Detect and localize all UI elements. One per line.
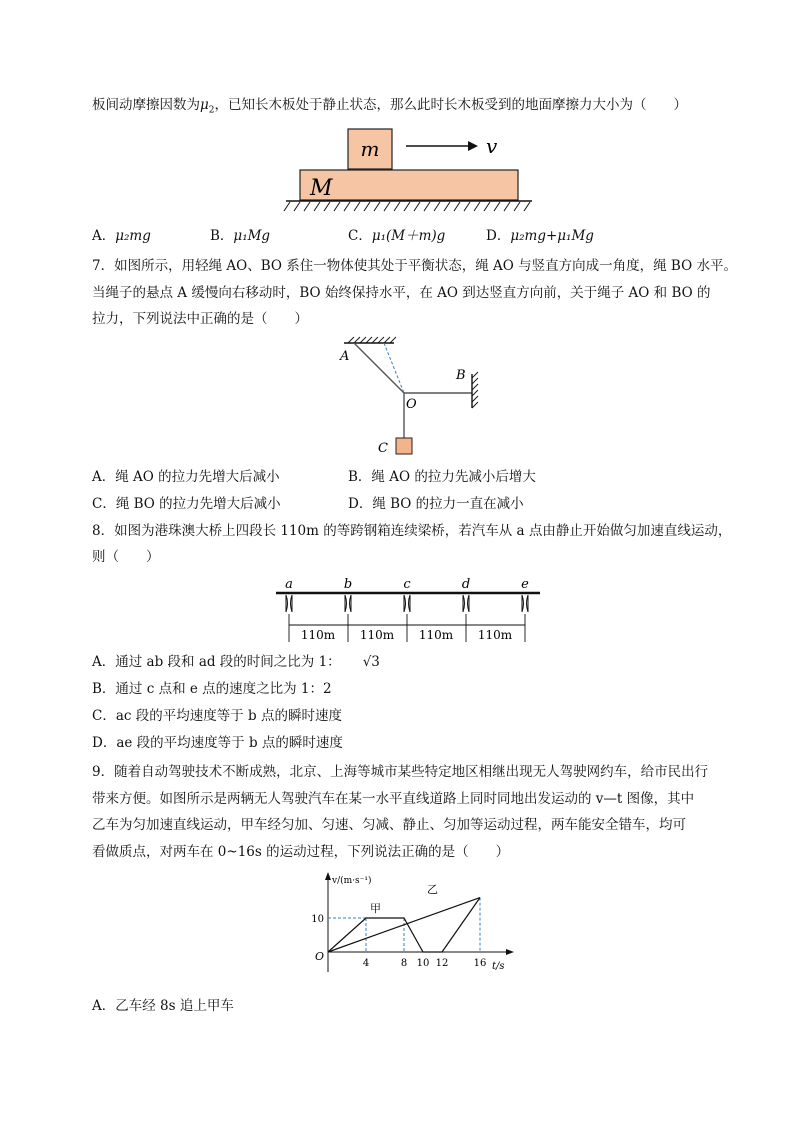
x-tick-label-12: 12 bbox=[435, 958, 449, 969]
q9-stem-line-2: 带来方便。如图所示是两辆无人驾驶汽车在某一水平直线道路上同时同地出发运动的 v—t 图像，其中 bbox=[92, 791, 695, 807]
x-tick-label-16: 16 bbox=[473, 958, 487, 969]
q7-option-a[interactable]: A．绳 AO 的拉力先增大后减小 bbox=[92, 469, 280, 485]
q7-rope-figure bbox=[330, 336, 490, 462]
q7-stem-line-1: 7．如图所示，用轻绳 AO、BO 系住一物体使其处于平衡状态，绳 AO 与竖直方向成一角度，绳 BO 水平。 bbox=[92, 258, 737, 274]
pier-b bbox=[345, 595, 351, 612]
label-O: O bbox=[406, 397, 417, 412]
label-M: M bbox=[310, 176, 333, 201]
y-tick-label-10: 10 bbox=[311, 914, 324, 925]
q8-stem-line-2: 则（ ） bbox=[92, 549, 160, 565]
ground-hatch bbox=[284, 202, 530, 211]
point-d: d bbox=[461, 577, 471, 592]
point-e: e bbox=[521, 577, 529, 592]
origin-label: O bbox=[315, 950, 325, 963]
q6-stem-line: 板间动摩擦因数为$\mu_2$，已知长木板处于静止状态，那么此时长木板受到的地面摩擦力大小为（ ） bbox=[92, 97, 688, 116]
point-b: b bbox=[343, 577, 353, 592]
y-axis-label: v/(m·s⁻¹) bbox=[332, 876, 372, 886]
label-C: C bbox=[378, 441, 388, 456]
q6-option-d[interactable]: D．μ₂mg+μ₁Mg bbox=[486, 228, 594, 244]
pier-c bbox=[404, 595, 410, 612]
bridge-piers bbox=[286, 595, 528, 612]
span-cd: 110m bbox=[418, 628, 454, 642]
q6-block-figure bbox=[280, 125, 540, 217]
q6-option-c[interactable]: C．μ₁(M＋m)g bbox=[348, 228, 446, 244]
x-tick-label-8: 8 bbox=[400, 958, 408, 969]
q8-stem-line-1: 8．如图为港珠澳大桥上四段长 110m 的等跨钢箱连续梁桥，若汽车从 a 点由静止开始做匀加速直线运动， bbox=[92, 523, 732, 539]
point-a: a bbox=[285, 577, 293, 592]
q9-stem-line-1: 9．随着自动驾驶技术不断成熟，北京、上海等城市某些特定地区相继出现无人驾驶网约车，给市民出行 bbox=[92, 764, 709, 780]
span-ab: 110m bbox=[300, 628, 336, 642]
q9-stem-line-4: 看做质点，对两车在 0~16s 的运动过程，下列说法正确的是（ ） bbox=[92, 844, 510, 860]
q7-option-d[interactable]: D．绳 BO 的拉力一直在减小 bbox=[348, 496, 524, 512]
q8-option-d[interactable]: D．ae 段的平均速度等于 b 点的瞬时速度 bbox=[92, 735, 343, 751]
ceiling-hatch bbox=[348, 337, 396, 343]
rope-AO bbox=[354, 343, 404, 393]
q7-stem-line-3: 拉力，下列说法中正确的是（ ） bbox=[92, 311, 308, 327]
x-axis-label: t/s bbox=[492, 961, 505, 972]
pier-d bbox=[463, 595, 469, 612]
q8-option-c[interactable]: C．ac 段的平均速度等于 b 点的瞬时速度 bbox=[92, 708, 342, 724]
pier-a bbox=[286, 595, 292, 612]
q7-option-b[interactable]: B．绳 AO 的拉力先减小后增大 bbox=[348, 469, 536, 485]
wall-hatch bbox=[472, 372, 478, 408]
y-axis-arrow bbox=[325, 872, 331, 880]
rope-AO-dashed bbox=[384, 343, 404, 393]
q6-option-b[interactable]: B．μ₁Mg bbox=[210, 228, 271, 244]
pier-e bbox=[522, 595, 528, 612]
q6-option-a[interactable]: A．μ₂mg bbox=[92, 228, 151, 244]
q8-option-a[interactable]: A．通过 ab 段和 ad 段的时间之比为 1： √3 bbox=[92, 654, 380, 670]
point-c: c bbox=[403, 577, 411, 592]
x-axis-arrow bbox=[506, 949, 514, 955]
long-board-M bbox=[300, 170, 518, 200]
label-v: v bbox=[486, 134, 498, 158]
label-B: B bbox=[456, 368, 466, 383]
label-A: A bbox=[340, 349, 350, 364]
hanging-block bbox=[396, 438, 412, 454]
label-m: m bbox=[360, 137, 380, 161]
q9-vt-chart bbox=[300, 870, 520, 988]
q9-stem-line-3: 乙车为匀加速直线运动，甲车经匀加、匀速、匀减、静止、匀加等运动过程，两车能安全错车，均可 bbox=[92, 817, 686, 833]
x-tick-label-4: 4 bbox=[362, 958, 370, 969]
x-tick-label-10: 10 bbox=[416, 958, 430, 969]
q9-option-a[interactable]: A．乙车经 8s 追上甲车 bbox=[92, 998, 234, 1014]
q8-option-b[interactable]: B．通过 c 点和 e 点的速度之比为 1：2 bbox=[92, 681, 332, 697]
q7-option-c[interactable]: C．绳 BO 的拉力先增大后减小 bbox=[92, 496, 281, 512]
q7-stem-line-2: 当绳子的悬点 A 缓慢向右移动时，BO 始终保持水平，在 AO 到达竖直方向前，关于绳子 AO 和 BO 的 bbox=[92, 285, 711, 301]
span-de: 110m bbox=[477, 628, 513, 642]
series-label-jia: 甲 bbox=[370, 902, 381, 915]
series-label-yi: 乙 bbox=[427, 883, 438, 896]
span-bc: 110m bbox=[359, 628, 395, 642]
q8-bridge-figure bbox=[270, 574, 550, 646]
